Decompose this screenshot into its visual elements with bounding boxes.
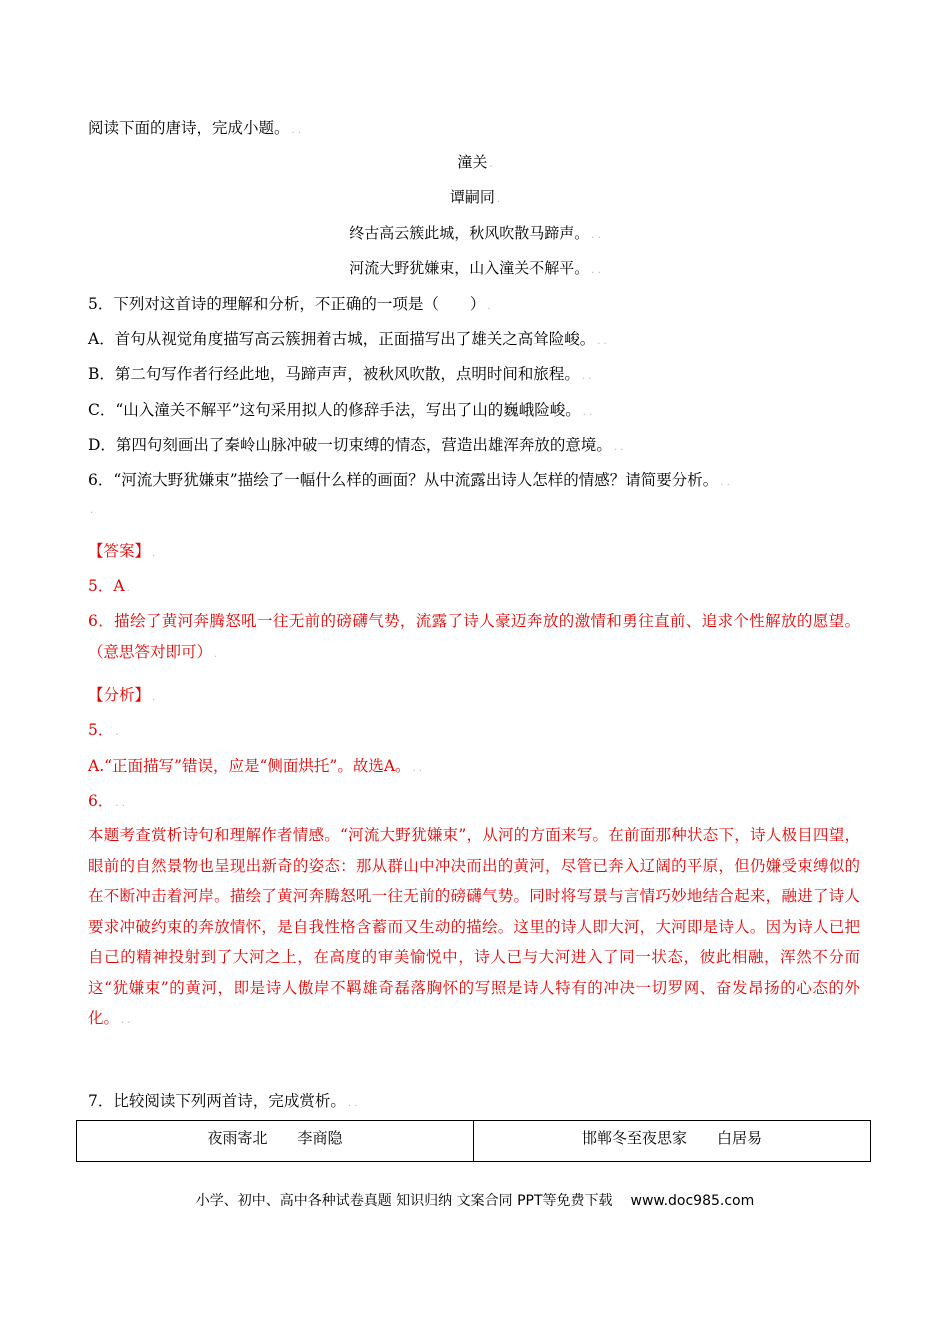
page-footer <box>0 1190 950 1212</box>
poem-line-1: 终古高云簇此城，秋风吹散马蹄声。 . . <box>349 224 601 242</box>
intro-text: 阅读下面的唐诗，完成小题。 . . <box>88 119 302 137</box>
answer-6: 6．描绘了黄河奔腾怒吼一往无前的磅礴气势，流露了诗人豪迈奔放的激情和勇往直前、追求个性解放的愿望。（意思答对即可） . <box>88 612 860 661</box>
analysis-6-text: 本题考查赏析诗句和理解作者情感。“河流大野犹嫌束”，从河的方面来写。在前面那种状态下，诗人极目四望，眼前的自然景物也呈现出新奇的姿态：那从群山中冲决而出的黄河，尽管已奔入辽阔的平原，但仍嫌受束缚似的在不断冲击着河岸。描绘了黄河奔腾怒吼一往无前的磅礴气势。同时将写景与言情巧妙地结合起来，融进了诗人要求冲破约束的奔放情怀，是自我性格含蓄而又生动的描绘。这里的诗人即大河，大河即是诗人。因为诗人已把自己的精神投射到了大河之上，在高度的审美愉悦中，诗人已与大河进入了同一状态，彼此相融，浑然不分而这“犹嫌束”的黄河，即是诗人傲岸不羁雄奇磊落胸怀的写照是诗人特有的冲决一切罗网、奋发昂扬的心态的外化。 . . <box>88 826 860 1027</box>
question-5-option-d: D．第四句刻画出了秦岭山脉冲破一切束缚的情态，营造出雄浑奔放的意境。 . . <box>88 436 624 454</box>
analysis-5-text: A.“正面描写”错误，应是“侧面烘托”。故选A。 . . <box>88 757 423 775</box>
answer-label: 【答案】 . <box>88 542 156 560</box>
poem-line-2: 河流大野犹嫌束，山入潼关不解平。 . . <box>349 259 601 277</box>
poem-title: 潼关 . <box>457 153 493 171</box>
table-cell-right-title: 邯郸冬至夜思家 白居易 <box>473 1121 870 1161</box>
question-5-option-a: A．首句从视觉角度描写高云簇拥着古城，正面描写出了雄关之高耸险峻。 . . <box>88 330 607 348</box>
analysis-5-number: 5． . <box>88 721 119 739</box>
footer-text: 小学、初中、高中各种试卷真题 知识归纳 文案合同 PPT等免费下载 <box>195 1193 613 1209</box>
poem-comparison-table <box>76 1120 871 1162</box>
analysis-6-number: 6． . . <box>88 792 125 810</box>
question-6-stem: 6．“河流大野犹嫌束”描绘了一幅什么样的画面？从中流露出诗人怎样的情感？请简要分析。 . . <box>88 471 730 489</box>
poem-author: 谭嗣同 . <box>449 188 501 206</box>
question-5-option-c: C．“山入潼关不解平”这句采用拟人的修辞手法，写出了山的巍峨险峻。 . . <box>88 401 593 419</box>
footer-site-link[interactable]: www.doc985.com <box>630 1193 755 1209</box>
question-5-option-b: B．第二句写作者行经此地，马蹄声声，被秋风吹散，点明时间和旅程。 . . <box>88 365 592 383</box>
answer-5: 5．A . <box>88 577 130 595</box>
analysis-label: 【分析】 . <box>88 686 156 704</box>
question-7-stem: 7．比较阅读下列两首诗，完成赏析。 . . <box>88 1092 358 1110</box>
question-5-stem: 5．下列对这首诗的理解和分析，不正确的一项是（ ） . <box>88 295 491 313</box>
table-cell-left-title: 夜雨寄北 李商隐 <box>207 1129 343 1147</box>
blank-line: . <box>90 505 94 516</box>
